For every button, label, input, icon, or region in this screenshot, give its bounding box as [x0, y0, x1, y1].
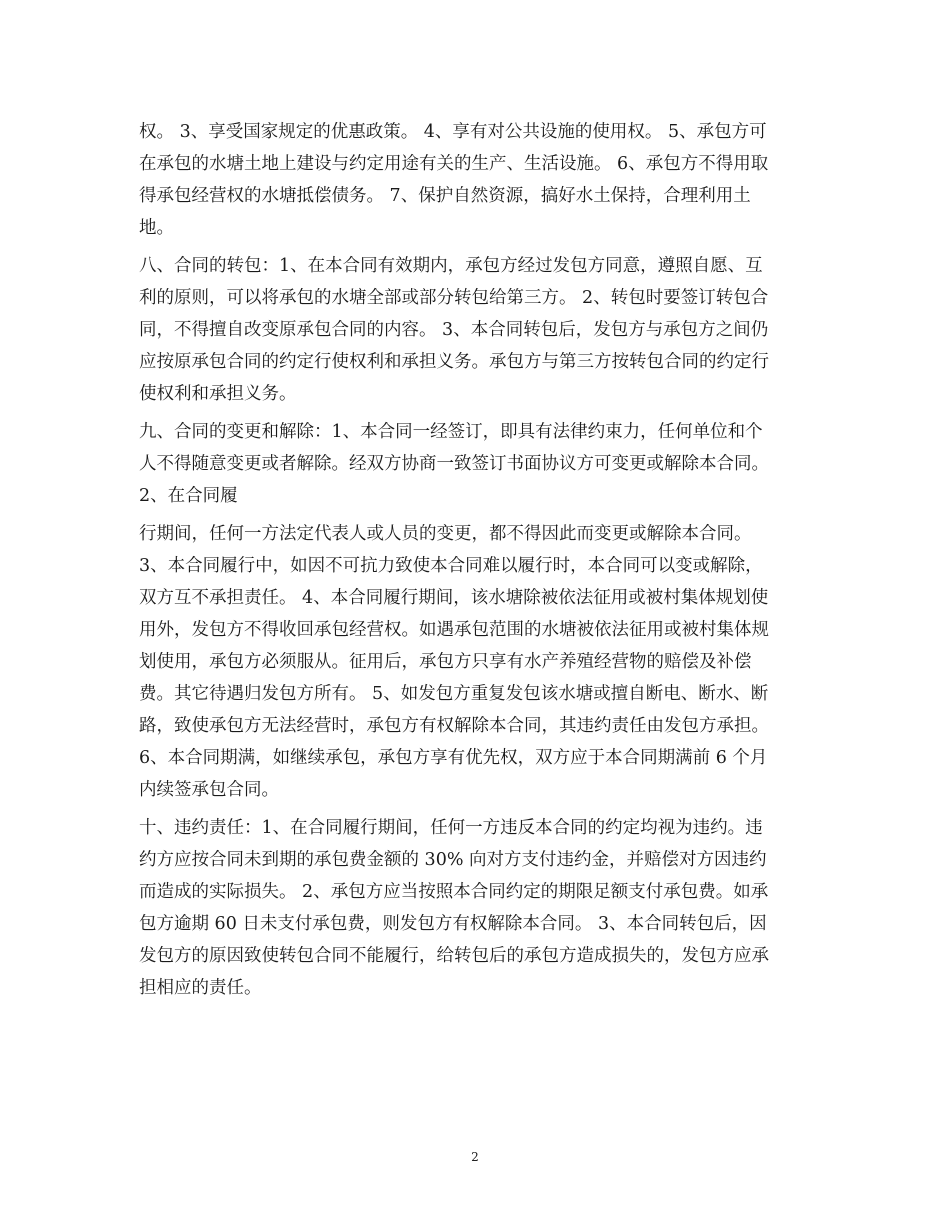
- text-line: 用外，发包方不得收回承包经营权。如遇承包范围的水塘被依法征用或被村集体规: [139, 620, 769, 640]
- text-line: 划使用，承包方必须服从。征用后，承包方只享有水产养殖经营物的赔偿及补偿: [139, 652, 752, 672]
- page-number: 2: [471, 1150, 479, 1164]
- text-line: 担相应的责任。: [139, 978, 262, 998]
- text-line: 2、在合同履: [139, 486, 238, 506]
- text-line: 3、本合同履行中，如因不可抗力致使本合同难以履行时，本合同可以变或解除，: [139, 556, 763, 576]
- text-line: 包方逾期 60 日未支付承包费，则发包方有权解除本合同。 3、本合同转包后，因: [139, 914, 767, 934]
- text-line: 利的原则，可以将承包的水塘全部或部分转包给第三方。 2、转包时要签订转包合: [139, 288, 769, 308]
- text-line: 使权利和承担义务。: [139, 384, 297, 404]
- text-line: 路，致使承包方无法经营时，承包方有权解除本合同，其违约责任由发包方承担。: [139, 716, 769, 736]
- paragraph-breach-liability: [139, 812, 829, 1004]
- text-line: 权。 3、享受国家规定的优惠政策。 4、享有对公共设施的使用权。 5、承包方可: [139, 122, 767, 142]
- text-line: 6、本合同期满，如继续承包，承包方享有优先权，双方应于本合同期满前 6 个月: [139, 748, 768, 768]
- text-line: 同，不得擅自改变原承包合同的内容。 3、本合同转包后，发包方与承包方之间仍: [139, 320, 769, 340]
- text-line: 地。: [139, 218, 174, 238]
- text-line: 约方应按合同未到期的承包费金额的 30% 向对方支付违约金，并赔偿对方因违约: [139, 850, 767, 870]
- text-line: 费。其它待遇归发包方所有。 5、如发包方重复发包该水塘或擅自断电、断水、断: [139, 684, 769, 704]
- text-line: 八、合同的转包：1、在本合同有效期内，承包方经过发包方同意，遵照自愿、互: [139, 256, 763, 276]
- paragraph-subcontracting: [139, 250, 829, 410]
- text-line: 在承包的水塘土地上建设与约定用途有关的生产、生活设施。 6、承包方不得用取: [139, 154, 769, 174]
- paragraph-performance-period: [139, 518, 829, 806]
- document-body: [139, 116, 829, 1004]
- text-line: 行期间，任何一方法定代表人或人员的变更，都不得因此而变更或解除本合同。: [139, 524, 752, 544]
- text-line: 而造成的实际损失。 2、承包方应当按照本合同约定的期限足额支付承包费。如承: [139, 882, 769, 902]
- text-line: 十、违约责任：1、在合同履行期间，任何一方违反本合同的约定均视为违约。违: [139, 818, 763, 838]
- paragraph-modification-termination: [139, 416, 829, 512]
- text-line: 人不得随意变更或者解除。经双方协商一致签订书面协议方可变更或解除本合同。: [139, 454, 769, 474]
- text-line: 发包方的原因致使转包合同不能履行，给转包后的承包方造成损失的，发包方应承: [139, 946, 769, 966]
- text-line: 得承包经营权的水塘抵偿债务。 7、保护自然资源，搞好水土保持，合理利用土: [139, 186, 751, 206]
- text-line: 应按原承包合同的约定行使权利和承担义务。承包方与第三方按转包合同的约定行: [139, 352, 769, 372]
- text-line: 内续签承包合同。: [139, 780, 279, 800]
- text-line: 双方互不承担责任。 4、本合同履行期间，该水塘除被依法征用或被村集体规划使: [139, 588, 769, 608]
- paragraph-rights: [139, 116, 829, 244]
- text-line: 九、合同的变更和解除：1、本合同一经签订，即具有法律约束力，任何单位和个: [139, 422, 763, 442]
